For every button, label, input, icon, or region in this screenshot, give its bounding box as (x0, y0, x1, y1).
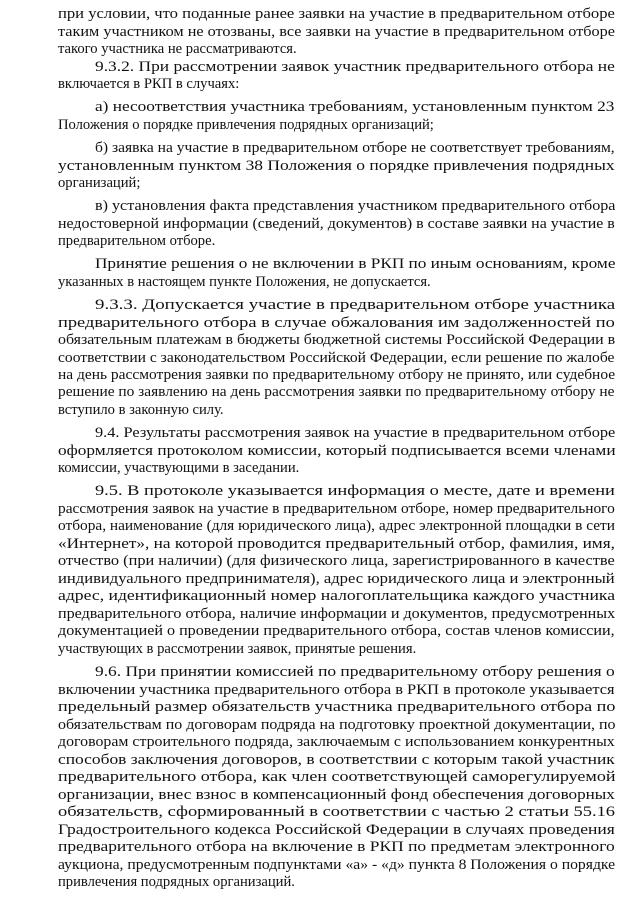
text-line: указанных в настоящем пункте Положения, не допускается. (58, 274, 431, 290)
text-line: Принятие решения о не включении в РКП по иным основаниям, кроме (95, 256, 616, 272)
text-line: а) несоответствия участника требованиям, установленным пунктом 23 (95, 99, 615, 115)
text-line: решение по заявлению на день рассмотрения заявки по предварительному отбору не (58, 384, 615, 400)
text-line: предварительного отбора на включение в РКП по предметам электронного (58, 839, 615, 855)
text-line: в) установления факта представления участником предварительного отбора (95, 198, 616, 214)
text-line: организации, внес взнос в компенсационный фонд обеспечения договорных (58, 787, 615, 803)
text-line: предельный размер обязательств участника предварительного отбора по (58, 699, 616, 715)
text-line: установленным пунктом 38 Положения о порядке привлечения подрядных (58, 158, 615, 174)
text-line: аукциона, предусмотренным подпунктами «а» - «д» пункта 8 Положения о порядке (58, 857, 616, 873)
text-line: отбора, наименование (для юридического лица), адрес электронной площадки в сети (58, 518, 615, 534)
text-line: предварительного отбора, как член соответствующей саморегулируемой (58, 769, 616, 785)
text-line: предварительном отборе. (58, 233, 216, 249)
text-line: отчество (при наличии) (для физического лица, зарегистрированного в качестве (58, 553, 615, 569)
text-line: предварительного отбора, наличие информации и документов, предусмотренных (58, 606, 616, 622)
text-line: таким участником не отозваны, все заявки на участие в предварительном отборе (58, 24, 615, 40)
text-line: такого участника не рассматриваются. (58, 41, 297, 57)
text-line: при условии, что поданные ранее заявки на участие в предварительном отборе (58, 6, 615, 22)
text-line: Положения о порядке привлечения подрядных организаций; (58, 117, 434, 133)
text-line: 9.5. В протоколе указывается информация о месте, дате и времени (95, 483, 615, 499)
text-line: оформляется протоколом комиссии, который подписывается всеми членами (58, 443, 616, 459)
text-line: включении участника предварительного отбора в РКП в протоколе указывается (58, 682, 615, 698)
text-line: привлечения подрядных организаций. (58, 874, 295, 890)
text-line: комиссии, участвующими в заседании. (58, 460, 300, 476)
text-line: способов заключения договоров, в соответствии с которым такой участник (58, 752, 615, 768)
text-line: документацией о проведении предварительного отбора, состав членов комиссии, (58, 623, 615, 639)
text-line: предварительного отбора в случае обжалования им задолженностей по (58, 315, 615, 331)
text-line: участвующих в рассмотрении заявок, принятые решения. (58, 641, 417, 657)
text-line: соответствии с законодательством Российской Федерации, если решение по жалобе (58, 350, 615, 366)
text-line: обязательств, сформированный в соответствии с частью 2 статьи 55.16 (58, 804, 616, 820)
text-line: на день рассмотрения заявки по предварительному отбору не принято, или судебное (58, 367, 616, 383)
text-line: обязательным платежам в бюджеты бюджетной системы Российской Федерации в (58, 332, 616, 348)
text-line: обязательствам по договорам подряда на подготовку проектной документации, по (58, 717, 616, 733)
text-line: «Интернет», на которой проводится предварительный отбор, фамилия, имя, (58, 536, 615, 552)
text-line: 9.6. При принятии комиссией по предварительному отбору решения о (95, 664, 615, 680)
text-line: рассмотрения заявок на участие в предварительном отборе, номер предварительного (58, 501, 615, 517)
text-line: 9.3.3. Допускается участие в предварительном отборе участника (95, 297, 616, 313)
text-line: 9.3.2. При рассмотрении заявок участник предварительного отбора не (95, 59, 615, 75)
text-line: Градостроительного кодекса Российской Федерации в случаях проведения (58, 822, 615, 838)
text-line: вступило в законную силу. (58, 402, 224, 418)
text-line: индивидуального предпринимателя), адрес юридического лица и электронный (58, 571, 615, 587)
text-line: договорам строительного подряда, заключаемым с использованием конкурентных (58, 734, 615, 750)
text-line: б) заявка на участие в предварительном отборе не соответствует требованиям, (95, 140, 615, 156)
text-line: адрес, идентификационный номер налогоплательщика каждого участника (58, 588, 616, 604)
text-line: организаций; (58, 175, 141, 191)
text-line: 9.4. Результаты рассмотрения заявок на участие в предварительном отборе (95, 425, 616, 441)
text-line: недостоверной информации (сведений, документов) в составе заявки на участие в (58, 216, 615, 232)
text-line: включается в РКП в случаях: (58, 76, 240, 92)
